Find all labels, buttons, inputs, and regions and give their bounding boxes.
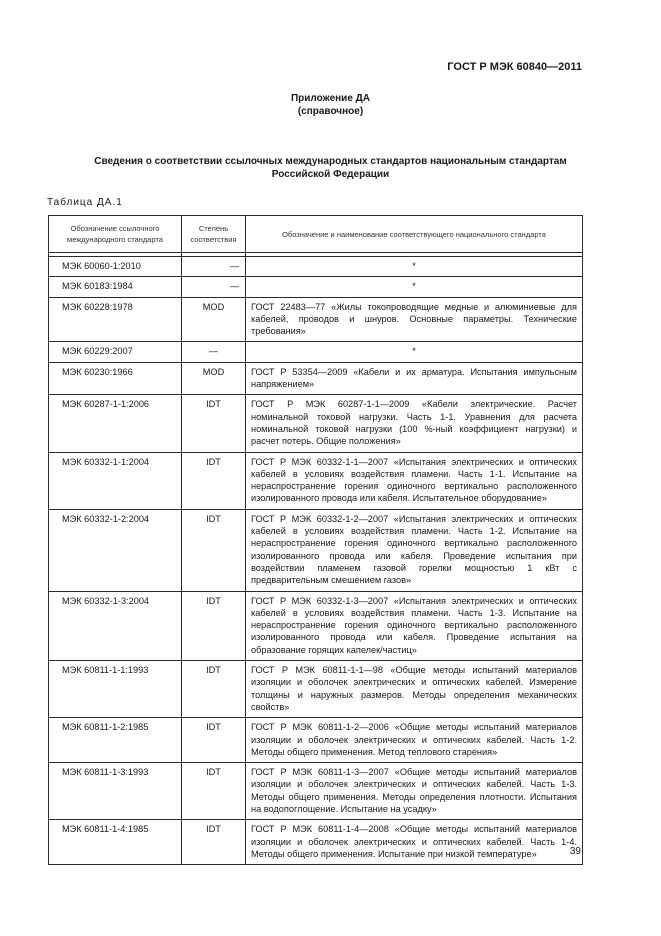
reference-standard-cell: МЭК 60228:1978 bbox=[49, 297, 182, 342]
national-standard-cell: ГОСТ Р 53354—2009 «Кабели и их арматура. Испытания импульсным напряжением» bbox=[246, 362, 583, 395]
national-standard-cell: ГОСТ Р МЭК 60287-1-1—2009 «Кабели электрические. Расчет номинальной токовой нагрузки. Часть 1-1. Уравнения для расчета номинальной токовой нагрузки (100 %-ный коэффициент нагрузки) и расчет потерь. Общие положения» bbox=[246, 395, 583, 452]
reference-standard-cell: МЭК 60332-1-3:2004 bbox=[49, 591, 182, 660]
reference-standard-cell: МЭК 60811-1-3:1993 bbox=[49, 763, 182, 820]
header-reference-standard: Обозначение ссылочного международного стандарта bbox=[49, 216, 182, 253]
correspondence-table bbox=[48, 215, 583, 865]
degree-cell: MOD bbox=[182, 362, 246, 395]
degree-cell: — bbox=[182, 257, 246, 277]
table-row bbox=[49, 395, 583, 452]
degree-cell: IDT bbox=[182, 718, 246, 763]
section-heading-line-1: Сведения о соответствии ссылочных международных стандартов национальным стандартам bbox=[94, 156, 567, 167]
standard-code: ГОСТ Р МЭК 60840—2011 bbox=[447, 61, 582, 73]
reference-standard-cell: МЭК 60811-1-4:1985 bbox=[49, 820, 182, 865]
reference-standard-cell: МЭК 60183:1984 bbox=[49, 277, 182, 297]
table-row bbox=[49, 362, 583, 395]
table-row bbox=[49, 452, 583, 509]
table-row bbox=[49, 591, 583, 660]
degree-cell: IDT bbox=[182, 763, 246, 820]
degree-cell: IDT bbox=[182, 509, 246, 591]
degree-cell: IDT bbox=[182, 395, 246, 452]
section-heading bbox=[40, 155, 621, 181]
national-standard-cell: ГОСТ Р МЭК 60811-1-1—98 «Общие методы испытаний материалов изоляции и оболочек электрических и оптических кабелей. Измерение толщины и наружных размеров. Методы определения механических свойств» bbox=[246, 661, 583, 718]
table-row bbox=[49, 509, 583, 591]
degree-cell: IDT bbox=[182, 820, 246, 865]
page-number: 39 bbox=[569, 846, 581, 857]
table-row bbox=[49, 718, 583, 763]
table-header-row bbox=[49, 216, 583, 253]
national-standard-cell: * bbox=[246, 277, 583, 297]
national-standard-cell: ГОСТ Р МЭК 60332-1-3—2007 «Испытания электрических и оптических кабелей в условиях воздействия пламени. Часть 1-3. Испытание на нераспространение горения одиночного вертикально расположенного изолированного провода или кабеля. Проведение испытания на образование горящих капелек/частиц» bbox=[246, 591, 583, 660]
table-body bbox=[49, 253, 583, 865]
table-row bbox=[49, 661, 583, 718]
national-standard-cell: * bbox=[246, 257, 583, 277]
annex-subtitle: (справочное) bbox=[297, 106, 364, 117]
reference-standard-cell: МЭК 60332-1-2:2004 bbox=[49, 509, 182, 591]
table-row bbox=[49, 277, 583, 297]
national-standard-cell: ГОСТ Р МЭК 60811-1-3—2007 «Общие методы испытаний материалов изоляции и оболочек электрических и оптических кабелей. Часть 1-3. Методы общего применения. Методы определения плотности. Испытания на водопоглощение. Испытание на усадку» bbox=[246, 763, 583, 820]
header-degree: Степень соответствия bbox=[182, 216, 246, 253]
table-caption: Таблица ДА.1 bbox=[47, 197, 123, 208]
degree-cell: — bbox=[182, 277, 246, 297]
national-standard-cell: * bbox=[246, 342, 583, 362]
annex-title-block bbox=[0, 92, 661, 118]
reference-standard-cell: МЭК 60060-1:2010 bbox=[49, 257, 182, 277]
reference-standard-cell: МЭК 60811-1-1:1993 bbox=[49, 661, 182, 718]
reference-standard-cell: МЭК 60230:1966 bbox=[49, 362, 182, 395]
reference-standard-cell: МЭК 60811-1-2:1985 bbox=[49, 718, 182, 763]
table-row bbox=[49, 763, 583, 820]
national-standard-cell: ГОСТ 22483—77 «Жилы токопроводящие медные и алюминиевые для кабелей, проводов и шнуров. Основные параметры. Технические требования» bbox=[246, 297, 583, 342]
degree-cell: — bbox=[182, 342, 246, 362]
table-row bbox=[49, 297, 583, 342]
table-row bbox=[49, 257, 583, 277]
reference-standard-cell: МЭК 60332-1-1:2004 bbox=[49, 452, 182, 509]
national-standard-cell: ГОСТ Р МЭК 60811-1-4—2008 «Общие методы испытаний материалов изоляции и оболочек электрических и оптических кабелей. Часть 1-4. Методы общего применения. Испытание при низкой температуре» bbox=[246, 820, 583, 865]
header-national-standard: Обозначение и наименование соответствующего национального стандарта bbox=[246, 216, 583, 253]
degree-cell: IDT bbox=[182, 452, 246, 509]
degree-cell: IDT bbox=[182, 661, 246, 718]
degree-cell: IDT bbox=[182, 591, 246, 660]
reference-standard-cell: МЭК 60287-1-1:2006 bbox=[49, 395, 182, 452]
degree-cell: MOD bbox=[182, 297, 246, 342]
national-standard-cell: ГОСТ Р МЭК 60811-1-2—2006 «Общие методы испытаний материалов изоляции и оболочек электрических и оптических кабелей. Часть 1-2. Методы общего применения. Метод теплового старения» bbox=[246, 718, 583, 763]
reference-standard-cell: МЭК 60229:2007 bbox=[49, 342, 182, 362]
table-row bbox=[49, 820, 583, 865]
annex-title: Приложение ДА bbox=[290, 93, 371, 104]
national-standard-cell: ГОСТ Р МЭК 60332-1-1—2007 «Испытания электрических и оптических кабелей в условиях воздействия пламени. Часть 1-1. Испытание на нераспространение горения одиночного вертикально расположенного изолированного провода или кабеля. Испытательное оборудование» bbox=[246, 452, 583, 509]
table-row bbox=[49, 342, 583, 362]
national-standard-cell: ГОСТ Р МЭК 60332-1-2—2007 «Испытания электрических и оптических кабелей в условиях воздействия пламени. Часть 1-2. Испытание на нераспространение горения одиночного вертикально расположенного изолированного провода или кабеля. Проведение испытания при воздействии пламенем газовой горелки мощностью 1 кВт с предварительным смешением газов» bbox=[246, 509, 583, 591]
section-heading-line-2: Российской Федерации bbox=[271, 169, 390, 180]
